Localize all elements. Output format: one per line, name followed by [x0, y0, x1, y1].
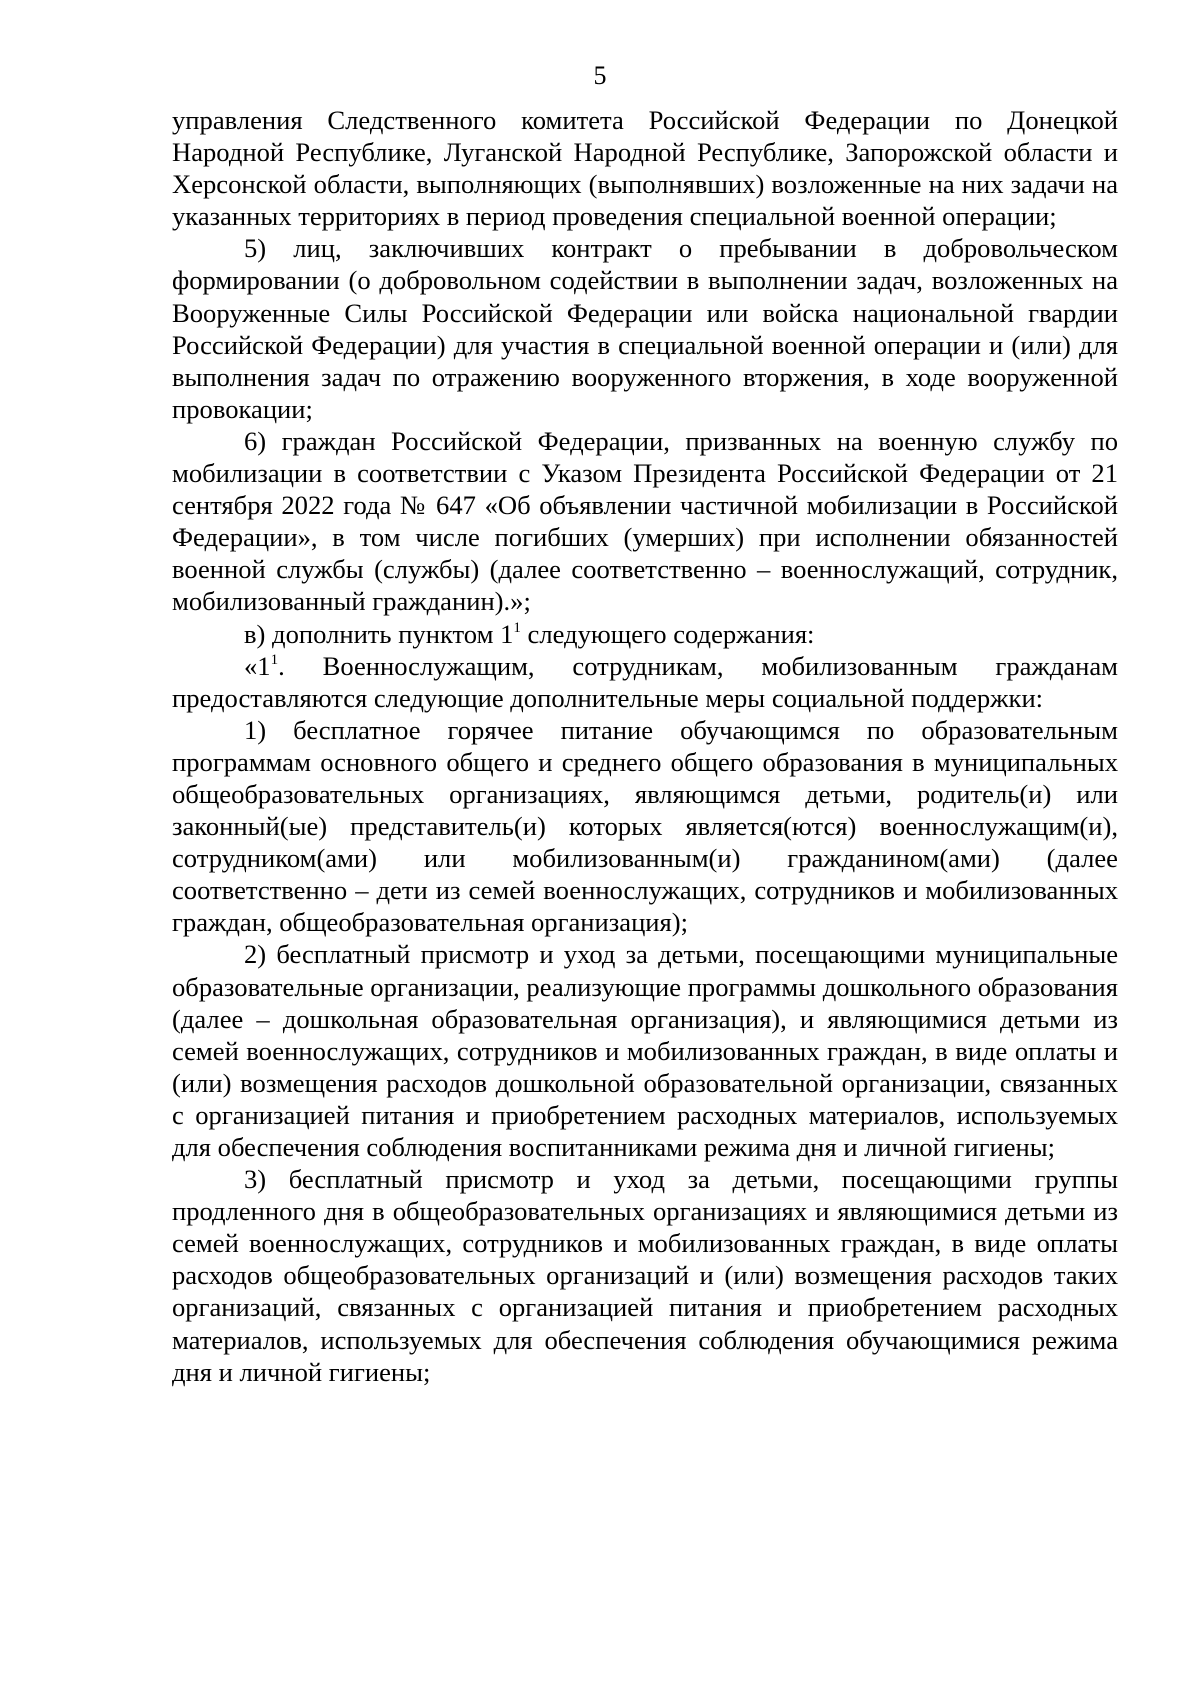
point-number: «1 [244, 650, 271, 681]
amendment-text-tail: следующего содержания: [520, 618, 815, 649]
page-number: 5 [593, 61, 607, 90]
paragraph-measure-1: 1) бесплатное горячее питание обучающимся по образовательным программам основного общего и среднего общего образования в муниципальных общеобразовательных организациях, являющимся детьми, родитель(и) или законный(ые) представитель(и) которых является(ются) военнослужащим(и), сотрудником(ами) или мобилизованным(и) гражданином(ами) (далее соответственно – дети из семей военнослужащих, сотрудников и мобилизованных граждан, общеобразовательная организация); [172, 714, 1118, 938]
paragraph-item-5: 5) лиц, заключивших контракт о пребывании в добровольческом формировании (о добровольном содействии в выполнении задач, возложенных на Вооруженные Силы Российской Федерации или войска национальной гвардии Российской Федерации) для участия в специальной военной операции и (или) для выполнения задач по отражению вооруженного вторжения, в ходе вооруженной провокации; [172, 233, 1118, 424]
amendment-text: в) дополнить пунктом 1 [244, 618, 514, 649]
superscript: 1 [513, 619, 521, 636]
paragraph-measure-2: 2) бесплатный присмотр и уход за детьми, посещающими муниципальные образовательные организации, реализующие программы дошкольного образования (далее – дошкольная образовательная организация), и являющимися детьми из семей военнослужащих, сотрудников и мобилизованных граждан, в виде оплаты и (или) возмещения расходов дошкольной образовательной организации, связанных с организацией питания и приобретением расходных материалов, используемых для обеспечения соблюдения воспитанниками режима дня и личной гигиены; [172, 939, 1118, 1162]
paragraph-continuation: управления Следственного комитета Российской Федерации по Донецкой Народной Республике, Луганской Народной Республике, Запорожской области и Херсонской области, выполняющих (выполнявших) возложенные на них задачи на указанных территориях в период проведения специальной военной операции; [172, 105, 1118, 232]
paragraph-point-1-1 [172, 650, 1118, 714]
paragraph-measure-3: 3) бесплатный присмотр и уход за детьми, посещающими группы продленного дня в общеобразовательных организациях и являющимися детьми из семей военнослужащих, сотрудников и мобилизованных граждан, в виде оплаты расходов общеобразовательных организаций и (или) возмещения расходов таких организаций, связанных с организацией питания и приобретением расходных материалов, используемых для обеспечения соблюдения обучающимися режима дня и личной гигиены; [172, 1164, 1118, 1387]
paragraph-item-6: 6) граждан Российской Федерации, призванных на военную службу по мобилизации в соответствии с Указом Президента Российской Федерации от 21 сентября 2022 года № 647 «Об объявлении частичной мобилизации в Российской Федерации», в том числе погибших (умерших) при исполнении обязанностей военной службы (службы) (далее соответственно – военнослужащий, сотрудник, мобилизованный гражданин).»; [172, 425, 1118, 617]
paragraph-amendment-v [172, 618, 1118, 650]
superscript: 1 [270, 651, 279, 668]
point-text: . Военнослужащим, сотрудникам, мобилизованным гражданам предоставляются следующие дополнительные меры социальной поддержки: [172, 650, 1118, 713]
document-body [172, 104, 1118, 1388]
